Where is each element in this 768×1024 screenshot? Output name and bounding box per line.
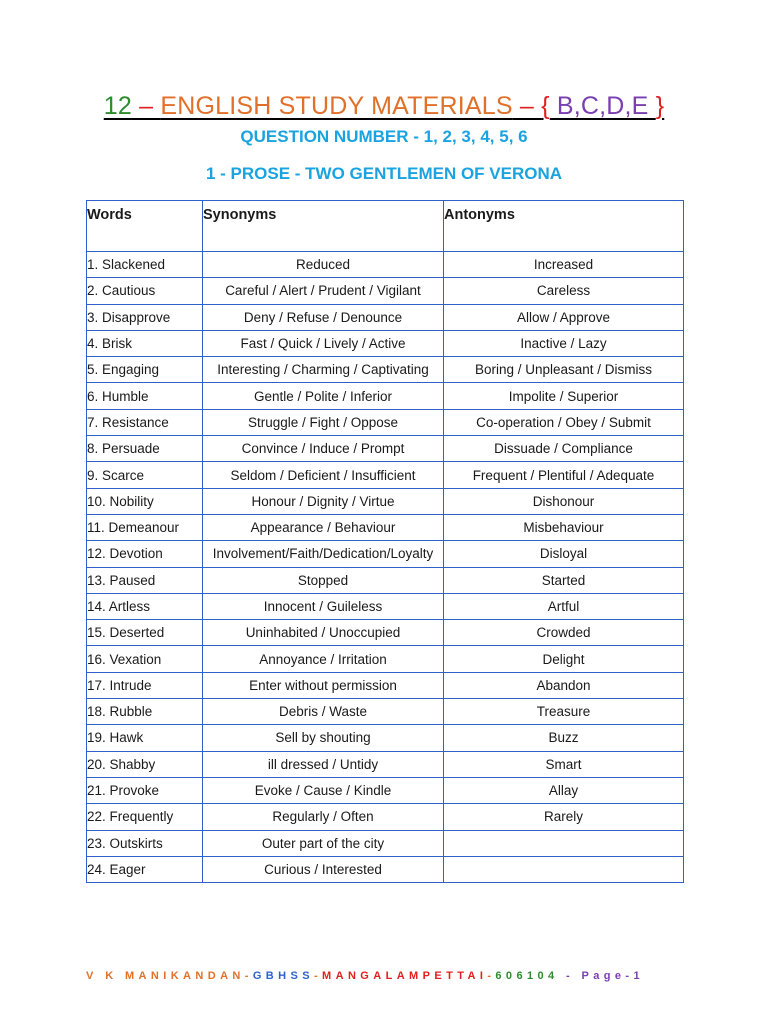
word-cell: 8. Persuade (87, 436, 203, 462)
antonyms-cell: Misbehaviour (444, 514, 684, 540)
title-dash: – (131, 92, 161, 120)
word-cell: 23. Outskirts (87, 830, 203, 856)
table-header-row (87, 201, 684, 252)
document-title (0, 92, 768, 121)
table-row (87, 672, 684, 698)
word-cell: 20. Shabby (87, 751, 203, 777)
synonyms-cell: Interesting / Charming / Captivating (203, 357, 444, 383)
antonyms-cell: Dishonour (444, 488, 684, 514)
synonyms-cell: Seldom / Deficient / Insufficient (203, 462, 444, 488)
vocabulary-table (86, 200, 684, 883)
synonyms-cell: Innocent / Guileless (203, 593, 444, 619)
antonyms-cell (444, 830, 684, 856)
word-cell: 21. Provoke (87, 777, 203, 803)
antonyms-cell: Frequent / Plentiful / Adequate (444, 462, 684, 488)
word-cell: 7. Resistance (87, 409, 203, 435)
antonyms-cell: Crowded (444, 620, 684, 646)
table-row (87, 699, 684, 725)
synonyms-cell: Careful / Alert / Prudent / Vigilant (203, 278, 444, 304)
word-cell: 3. Disapprove (87, 304, 203, 330)
footer-sep: - (487, 970, 496, 982)
table-row (87, 804, 684, 830)
word-cell: 24. Eager (87, 856, 203, 882)
table-row (87, 252, 684, 278)
table-row (87, 593, 684, 619)
table-row (87, 567, 684, 593)
word-cell: 12. Devotion (87, 541, 203, 567)
synonyms-cell: Reduced (203, 252, 444, 278)
footer-pincode: 606104 (495, 970, 559, 982)
antonyms-cell: Buzz (444, 725, 684, 751)
word-cell: 10. Nobility (87, 488, 203, 514)
section-heading: 1 - PROSE - TWO GENTLEMEN OF VERONA (205, 164, 563, 183)
word-cell: 18. Rubble (87, 699, 203, 725)
word-cell: 19. Hawk (87, 725, 203, 751)
table-row (87, 357, 684, 383)
table-row (87, 751, 684, 777)
header-words: Words (87, 201, 203, 252)
word-cell: 2. Cautious (87, 278, 203, 304)
synonyms-cell: ill dressed / Untidy (203, 751, 444, 777)
title-dash: – (512, 92, 542, 120)
antonyms-cell (444, 856, 684, 882)
antonyms-cell: Careless (444, 278, 684, 304)
word-cell: 4. Brisk (87, 330, 203, 356)
table-row (87, 514, 684, 540)
header-antonyms: Antonyms (444, 201, 684, 252)
table-row (87, 409, 684, 435)
synonyms-cell: Deny / Refuse / Denounce (203, 304, 444, 330)
footer (86, 970, 644, 982)
footer-sep: - (313, 970, 323, 982)
title-open-brace: { (541, 92, 550, 120)
antonyms-cell: Boring / Unpleasant / Dismiss (444, 357, 684, 383)
synonyms-cell: Appearance / Behaviour (203, 514, 444, 540)
word-cell: 6. Humble (87, 383, 203, 409)
question-number-line: QUESTION NUMBER - 1, 2, 3, 4, 5, 6 (240, 127, 528, 146)
word-cell: 14. Artless (87, 593, 203, 619)
synonyms-cell: Enter without permission (203, 672, 444, 698)
table-body (87, 252, 684, 883)
word-cell: 16. Vexation (87, 646, 203, 672)
table-row (87, 383, 684, 409)
table-row (87, 777, 684, 803)
synonyms-cell: Convince / Induce / Prompt (203, 436, 444, 462)
synonyms-cell: Annoyance / Irritation (203, 646, 444, 672)
antonyms-cell: Delight (444, 646, 684, 672)
title-groups: B,C,D,E (549, 92, 656, 120)
synonyms-cell: Curious / Interested (203, 856, 444, 882)
antonyms-cell: Inactive / Lazy (444, 330, 684, 356)
synonyms-cell: Fast / Quick / Lively / Active (203, 330, 444, 356)
antonyms-cell: Artful (444, 593, 684, 619)
antonyms-cell: Allow / Approve (444, 304, 684, 330)
word-cell: 22. Frequently (87, 804, 203, 830)
table-row (87, 646, 684, 672)
header-synonyms: Synonyms (203, 201, 444, 252)
footer-author: V K MANIKANDAN (86, 970, 245, 982)
footer-place: MANGALAMPETTAI (322, 970, 488, 982)
antonyms-cell: Rarely (444, 804, 684, 830)
table-row (87, 488, 684, 514)
table-row (87, 462, 684, 488)
footer-page-number: - Page-1 (558, 970, 644, 982)
word-cell: 9. Scarce (87, 462, 203, 488)
title-close-brace: } (655, 92, 665, 120)
footer-sep: - (244, 970, 253, 982)
title-main-text: ENGLISH STUDY MATERIALS (160, 92, 513, 120)
antonyms-cell: Disloyal (444, 541, 684, 567)
word-cell: 15. Deserted (87, 620, 203, 646)
table-row (87, 856, 684, 882)
antonyms-cell: Co-operation / Obey / Submit (444, 409, 684, 435)
word-cell: 17. Intrude (87, 672, 203, 698)
synonyms-cell: Stopped (203, 567, 444, 593)
synonyms-cell: Struggle / Fight / Oppose (203, 409, 444, 435)
synonyms-cell: Debris / Waste (203, 699, 444, 725)
footer-school: GBHSS (252, 970, 314, 982)
word-cell: 13. Paused (87, 567, 203, 593)
antonyms-cell: Abandon (444, 672, 684, 698)
table-row (87, 725, 684, 751)
synonyms-cell: Regularly / Often (203, 804, 444, 830)
table-row (87, 541, 684, 567)
table-row (87, 278, 684, 304)
antonyms-cell: Allay (444, 777, 684, 803)
synonyms-cell: Uninhabited / Unoccupied (203, 620, 444, 646)
title-class-number: 12 (103, 92, 132, 120)
synonyms-cell: Outer part of the city (203, 830, 444, 856)
antonyms-cell: Increased (444, 252, 684, 278)
table-row (87, 620, 684, 646)
antonyms-cell: Impolite / Superior (444, 383, 684, 409)
table-row (87, 830, 684, 856)
synonyms-cell: Evoke / Cause / Kindle (203, 777, 444, 803)
table-row (87, 436, 684, 462)
antonyms-cell: Smart (444, 751, 684, 777)
synonyms-cell: Involvement/Faith/Dedication/Loyalty (203, 541, 444, 567)
table-row (87, 330, 684, 356)
word-cell: 5. Engaging (87, 357, 203, 383)
antonyms-cell: Started (444, 567, 684, 593)
synonyms-cell: Gentle / Polite / Inferior (203, 383, 444, 409)
synonyms-cell: Sell by shouting (203, 725, 444, 751)
synonyms-cell: Honour / Dignity / Virtue (203, 488, 444, 514)
word-cell: 1. Slackened (87, 252, 203, 278)
table-row (87, 304, 684, 330)
antonyms-cell: Dissuade / Compliance (444, 436, 684, 462)
word-cell: 11. Demeanour (87, 514, 203, 540)
antonyms-cell: Treasure (444, 699, 684, 725)
